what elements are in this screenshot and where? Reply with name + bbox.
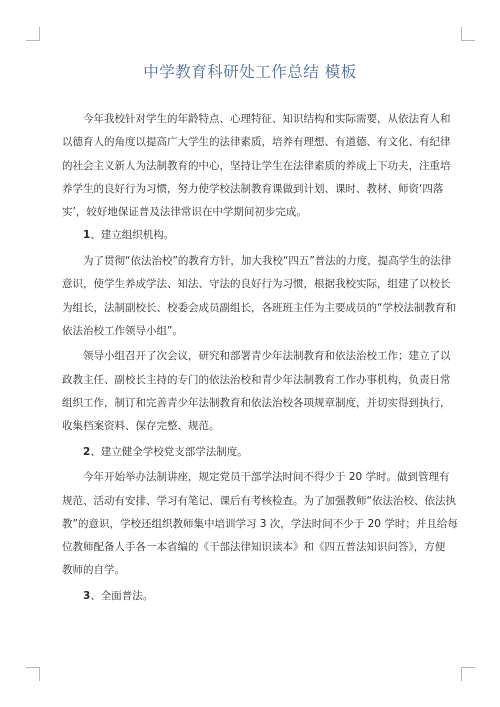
text-line: 教”的意识，学校还组织教师集中培训学习 3 次，学法时间不少于 20 学时；并且给每 (62, 517, 458, 530)
section1-paragraph-1 (62, 250, 456, 343)
text-line: 实’，较好地保证普及法律常识在中学期间初步完成。 (62, 206, 307, 219)
section2-paragraph-1 (62, 466, 458, 582)
text-line: 教师的自学。 (62, 564, 125, 577)
section-title: 、建立健全学校党支部学法制度。 (90, 445, 248, 458)
section-heading-2 (62, 441, 438, 464)
text-line: 以德育人的角度以提高广大学生的法律素质，培养有理想、有道德、有文化、有纪律 (62, 136, 451, 149)
text-line: 为组长，法制副校长、校委会成员副组长，各班班主任为主要成员的“学校法制教育和 (62, 301, 456, 314)
intro-paragraph (62, 108, 451, 224)
text-line: 位教师配备人手各一本省编的《干部法律知识读本》和《四五普法知识问答》，方便 (62, 541, 446, 554)
section-title: 、全面普法。 (90, 589, 154, 602)
text-line: 为了贯彻“依法治校”的教育方针，加大我校“四五”普法的力度，提高学生的法律 (83, 254, 452, 267)
text-line: 今年开始举办法制讲座，规定党员干部学法时间不得少于 20 学时。做到管理有 (83, 471, 450, 484)
text-line: 养学生的良好行为习惯，努力使学校法制教育课做到计划、课时、教材、师资‘四落 (62, 182, 444, 195)
text-line: 今年我校针对学生的年龄特点、心理特征、知识结构和实际需要，从依法育人和 (83, 113, 451, 125)
text-line: 规范、活动有安排、学习有笔记、课后有考核检查。为了加强教师“依法治校、依法执 (62, 494, 456, 507)
crop-mark-top-left (26, 27, 40, 41)
document-body (62, 108, 458, 608)
text-line: 收集档案资料、保存完整、规范。 (62, 420, 220, 433)
crop-mark-top-right (461, 27, 475, 41)
text-line: 组织工作，制订和完善青少年法制教育和依法治校各项规章制度，并切实得到执行， (62, 396, 451, 409)
section-heading-1 (62, 224, 438, 247)
text-line: 领导小组召开了次会议，研究和部署青少年法制教育和依法治校工作；建立了以 (83, 350, 451, 363)
section-number: 1 (83, 229, 91, 242)
section-number: 3 (83, 589, 91, 602)
crop-mark-bottom-left (26, 667, 40, 681)
crop-mark-bottom-right (461, 667, 475, 681)
section-heading-3 (62, 585, 438, 608)
text-line: 的社会主义新人为法制教育的中心，坚持让学生在法律素质的养成上下功夫，注重培 (62, 159, 451, 172)
section-title: 、建立组织机构。 (90, 229, 175, 242)
section1-paragraph-2 (62, 345, 451, 438)
document-title: 中学教育科研处工作总结 模板 (143, 63, 357, 81)
text-line: 政教主任、副校长主持的专门的依法治校和青少年法制教育工作办事机构，负责日常 (62, 373, 451, 386)
text-line: 意识，使学生养成学法、知法、守法的良好行为习惯，根据我校实际，组建了以校长 (62, 278, 451, 291)
section-number: 2 (83, 445, 91, 458)
text-line: 依法治校工作领导小组”。 (62, 324, 183, 337)
